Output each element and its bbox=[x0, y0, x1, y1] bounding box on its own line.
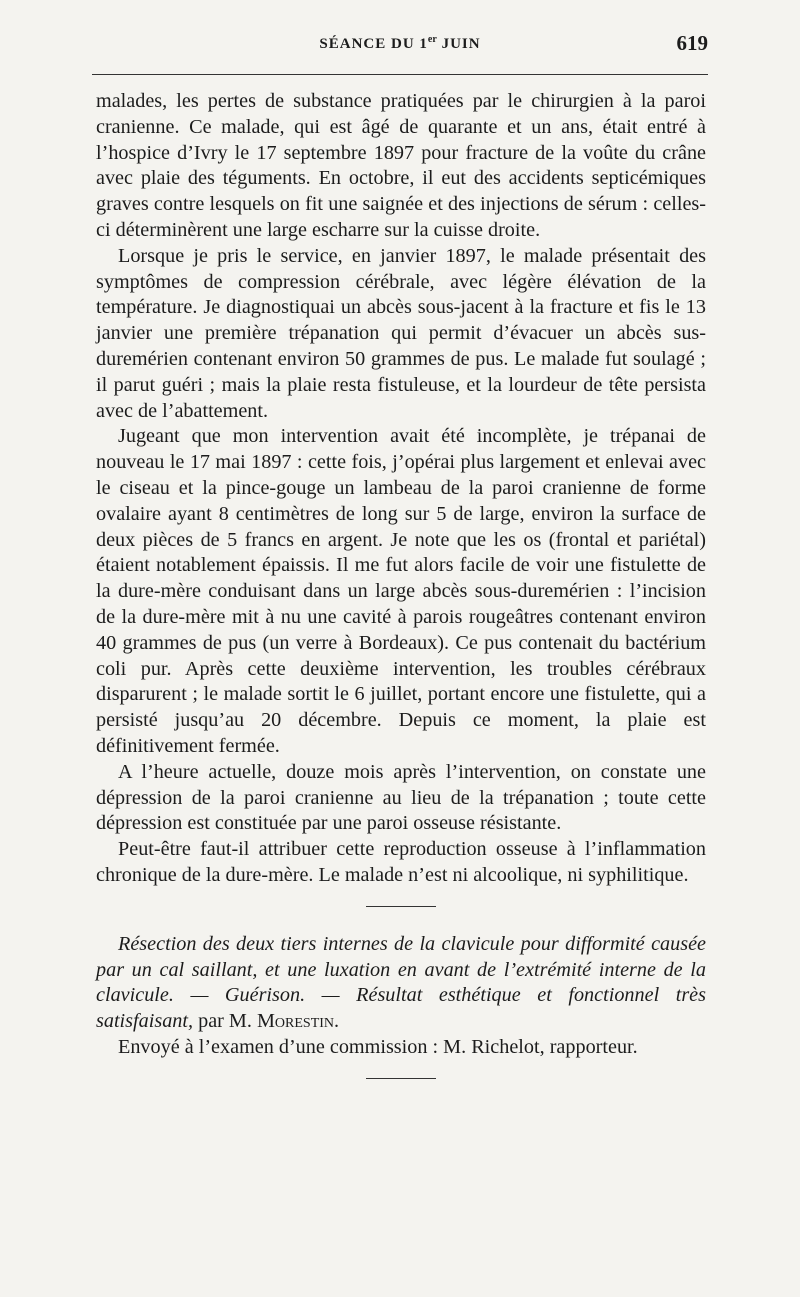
page-number: 619 bbox=[676, 31, 708, 55]
communication-abstract bbox=[96, 932, 706, 1035]
paragraph-5: Peut-être faut-il attribuer cette reproduction osseuse à l’inflammation chronique de la dure-mère. Le malade n’est ni alcoolique, ni syphilitique. bbox=[96, 838, 706, 886]
header-rule bbox=[92, 74, 708, 75]
paragraph-3: Jugeant que mon intervention avait été incomplète, je trépanai de nouveau le 17 mai 1897 : cette fois, j’opérai plus largement et enlevai avec le ciseau et la pince-gouge un lambeau de la paroi cranienne de forme ovalaire ayant 8 centimètres de long sur 5 de large, environ la surface de deux pièces de 5 francs en argent. Je note que les os (frontal et pariétal) étaient notablement épaissis. Il me fut alors facile de voir une fistulette de la dure-mère conduisant dans un large abcès sous-duremérien : l’incision de la dure-mère mit à nu une cavité à parois rougeâtres contenant environ 40 grammes de pus (un verre à Bordeaux). Ce pus contenait du bactérium coli pur. Après cette deuxième intervention, les troubles cérébraux disparurent ; le malade sortit le 6 juillet, portant encore une fistulette, qui a persisté jusqu’au 20 décembre. Depuis ce moment, la plaie est définitivement fermée. bbox=[96, 425, 706, 757]
running-title-pre: SÉANCE DU 1 bbox=[319, 36, 428, 52]
referral-line: Envoyé à l’examen d’une commission : M. Richelot, rapporteur. bbox=[118, 1035, 638, 1058]
page-header bbox=[92, 31, 708, 60]
abstract-by: par M. bbox=[193, 1010, 257, 1033]
abstract-author: Morestin bbox=[256, 1010, 335, 1033]
paragraph-4: A l’heure actuelle, douze mois après l’intervention, on constate une dépression de la paroi cranienne au lieu de la trépanation ; toute cette dépression est constituée par une paroi osseuse résistante. bbox=[96, 760, 706, 835]
running-title-post: JUIN bbox=[436, 36, 481, 52]
paragraph-2: Lorsque je pris le service, en janvier 1897, le malade présentait des symptômes de compression cérébrale, avec légère élévation de la température. Je diagnostiquai un abcès sous-jacent à la fracture et fis le 13 janvier une première trépanation qui permit d’évacuer un abcès sus-duremérien contenant environ 50 grammes de pus. Le malade fut soulagé ; il parut guéri ; mais la plaie resta fistuleuse, et la lourdeur de tête persista avec de l’abattement. bbox=[96, 244, 706, 422]
abstract-author-end: . bbox=[334, 1010, 340, 1033]
closing-divider bbox=[366, 1078, 436, 1079]
abstract-title: Résection des deux tiers internes de la clavicule pour difformité causée par un cal saillant, et une luxation en avant de l’extrémité interne de la clavicule. — Guérison. — Résultat esthétique et fonctionnel très satisfaisant, bbox=[96, 932, 706, 1033]
body-text bbox=[96, 89, 706, 1079]
section-divider bbox=[366, 906, 436, 907]
running-title bbox=[92, 34, 708, 53]
paragraph-1: malades, les pertes de substance pratiquées par le chirurgien à la paroi cranienne. Ce malade, qui est âgé de quarante et un ans, était entré à l’hospice d’Ivry le 17 septembre 1897 pour fracture de la voûte du crâne avec plaie des téguments. En octobre, il eut des accidents septicémiques graves contre lesquels on fit une saignée et des injections de sérum : celles-ci déterminèrent une large escharre sur la cuisse droite. bbox=[96, 90, 706, 241]
running-title-sup: er bbox=[427, 34, 437, 45]
